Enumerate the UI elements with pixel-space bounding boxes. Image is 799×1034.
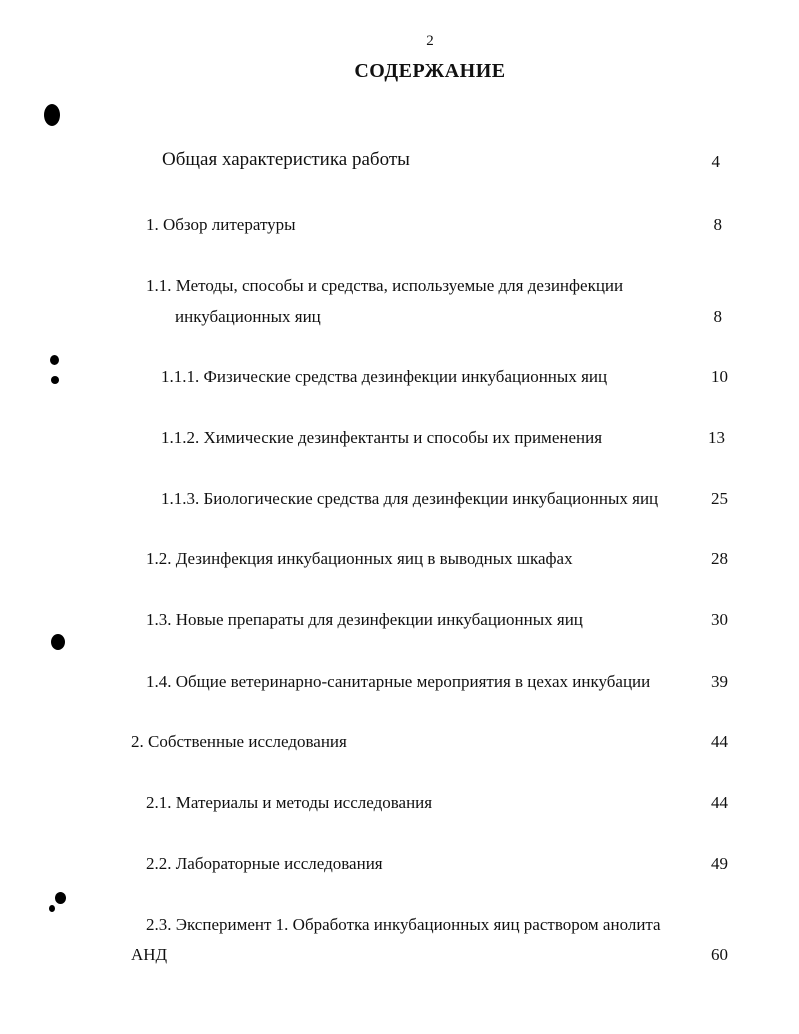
scan-blot [51, 634, 65, 650]
toc-entry-text-continued: АНД [131, 945, 168, 964]
toc-entry-text: Общая характеристика работы [162, 149, 410, 170]
toc-entry-text: 1.1.2. Химические дезинфектанты и способы их применения [161, 428, 603, 447]
scan-blot [55, 892, 66, 904]
toc-entry-page: 44 [711, 793, 728, 812]
toc-entry-text: 1. Обзор литературы [146, 215, 296, 234]
toc-entry-text: 2.3. Эксперимент 1. Обработка инкубационных яиц раствором анолита [146, 915, 661, 934]
toc-entry-text: 2. Собственные исследования [131, 732, 347, 751]
toc-entry-text: 1.2. Дезинфекция инкубационных яиц в выводных шкафах [146, 549, 573, 568]
page-number: 2 [426, 33, 434, 49]
toc-entry-text: 1.4. Общие ветеринарно-санитарные мероприятия в цехах инкубации [146, 672, 651, 691]
toc-entry-page: 8 [713, 307, 722, 326]
scan-blot [51, 376, 59, 384]
toc-entry-text: 2.2. Лабораторные исследования [146, 854, 383, 873]
toc-entry-page: 25 [711, 489, 728, 508]
toc-entry-page: 8 [713, 215, 722, 234]
toc-entry-text: 1.3. Новые препараты для дезинфекции инкубационных яиц [146, 610, 583, 629]
toc-entry-text-continued: инкубационных яиц [175, 307, 321, 326]
toc-entry-page: 39 [711, 672, 728, 691]
toc-entry-text: 2.1. Материалы и методы исследования [146, 793, 433, 812]
toc-entry-page: 44 [711, 732, 728, 751]
toc-entry-page: 4 [711, 152, 720, 171]
toc-entry-text: 1.1. Методы, способы и средства, используемые для дезинфекции [146, 276, 624, 295]
toc-entry-page: 28 [711, 549, 728, 568]
scan-blot [49, 905, 55, 912]
toc-entry-text: 1.1.1. Физические средства дезинфекции инкубационных яиц [161, 367, 608, 386]
page-title: СОДЕРЖАНИЕ [354, 60, 506, 82]
toc-entry-page: 30 [711, 610, 728, 629]
toc-entry-page: 60 [711, 945, 728, 964]
toc-entry-text: 1.1.3. Биологические средства для дезинфекции инкубационных яиц [161, 489, 659, 508]
toc-entry-page: 49 [711, 854, 728, 873]
scan-blot [44, 104, 60, 126]
toc-entry-page: 13 [708, 428, 725, 447]
scan-blot [50, 355, 59, 365]
toc-entry-page: 10 [711, 367, 728, 386]
